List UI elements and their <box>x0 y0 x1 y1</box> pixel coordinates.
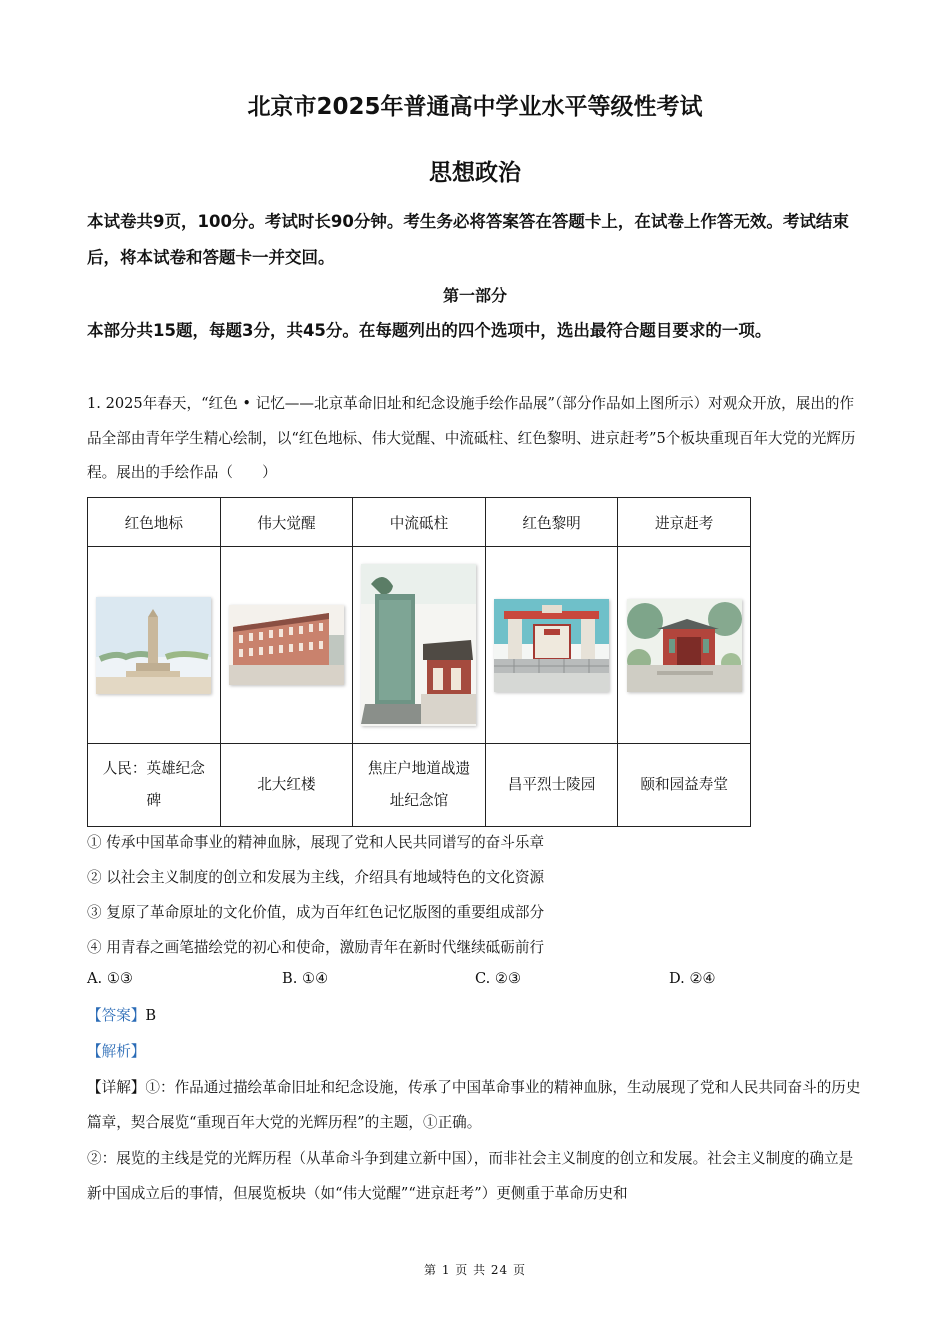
choice-d: D. ②④ <box>669 970 716 987</box>
part-title: 第一部分 <box>442 286 507 305</box>
table-name-cell: 人民：英雄纪念碑 <box>88 744 221 827</box>
table-header-cell: 红色地标 <box>88 498 221 547</box>
part-description: 本部分共15题，每题3分，共45分。在每题列出的四个选项中，选出最符合题目要求的一项。 <box>87 321 772 340</box>
analysis-line <box>87 1040 145 1061</box>
analysis-tag: 【解析】 <box>87 1043 146 1060</box>
answer-line <box>87 1004 156 1025</box>
answer-tag: 【答案】 <box>87 1007 146 1024</box>
table-header-cell: 进京赶考 <box>618 498 751 547</box>
table-name-cell: 北大红楼 <box>220 744 353 827</box>
table-picture-row <box>88 547 751 744</box>
statement-3: ③ 复原了革命原址的文化价值，成为百年红色记忆版图的重要组成部分 <box>87 904 545 921</box>
monument-painting <box>96 597 211 694</box>
table-header-cell: 伟大觉醒 <box>220 498 353 547</box>
table-header-cell: 红色黎明 <box>485 498 618 547</box>
analysis-detail-1: 【详解】①：作品通过描绘革命旧址和纪念设施，传承了中国革命事业的精神血脉，生动展现了党和人民共同奋斗的历史篇章，契合展览“重现百年大党的光辉历程”的主题，①正确。 <box>87 1079 861 1131</box>
table-name-cell: 昌平烈士陵园 <box>485 744 618 827</box>
table-header-cell: 中流砥柱 <box>353 498 486 547</box>
cemetery-gate-painting <box>494 599 609 692</box>
subject-title: 思想政治 <box>429 160 521 186</box>
statement-2: ② 以社会主义制度的创立和发展为主线，介绍具有地域特色的文化资源 <box>87 869 545 886</box>
table-name-cell: 焦庄户地道战遗址纪念馆 <box>353 744 486 827</box>
choice-b: B. ①④ <box>282 970 329 987</box>
table-header-row <box>88 498 751 547</box>
analysis-detail-2: ②：展览的主线是党的光辉历程（从革命斗争到建立新中国），而非社会主义制度的创立和发展。社会主义制度的确立是新中国成立后的事情，但展览板块（如“伟大觉醒”“进京赶考”）更侧重于革命历史和 <box>87 1150 854 1202</box>
courtyard-hall-painting <box>627 599 742 692</box>
statement-1: ① 传承中国革命事业的精神血脉，展现了党和人民共同谱写的奋斗乐章 <box>87 834 545 851</box>
page-footer: 第 1 页 共 24 页 <box>424 1263 526 1277</box>
question-1-stem: 1. 2025年春天，“红色 • 记忆——北京革命旧址和纪念设施手绘作品展”（部分作品如上图所示）对观众开放，展出的作品全部由青年学生精心绘制，以“红色地标、伟大觉醒、中流砥柱、红色黎明、进京赶考”5个板块重现百年大党的光辉历程。展出的手绘作品（ ） <box>87 395 856 481</box>
artwork-table <box>87 497 751 827</box>
table-name-row <box>88 744 751 827</box>
statement-4: ④ 用青春之画笔描绘党的初心和使命，激励青年在新时代继续砥砺前行 <box>87 939 545 956</box>
exam-title: 北京市2025年普通高中学业水平等级性考试 <box>247 94 703 120</box>
choice-c: C. ②③ <box>475 970 522 987</box>
table-name-cell: 颐和园益寿堂 <box>618 744 751 827</box>
memorial-statue-painting <box>361 564 476 726</box>
red-building-painting <box>229 605 344 685</box>
choice-a: A. ①③ <box>87 970 133 987</box>
answer-value: B <box>145 1007 157 1024</box>
exam-instructions: 本试卷共9页，100分。考试时长90分钟。考生务必将答案答在答题卡上，在试卷上作答无效。考试结束后，将本试卷和答题卡一并交回。 <box>87 212 849 267</box>
